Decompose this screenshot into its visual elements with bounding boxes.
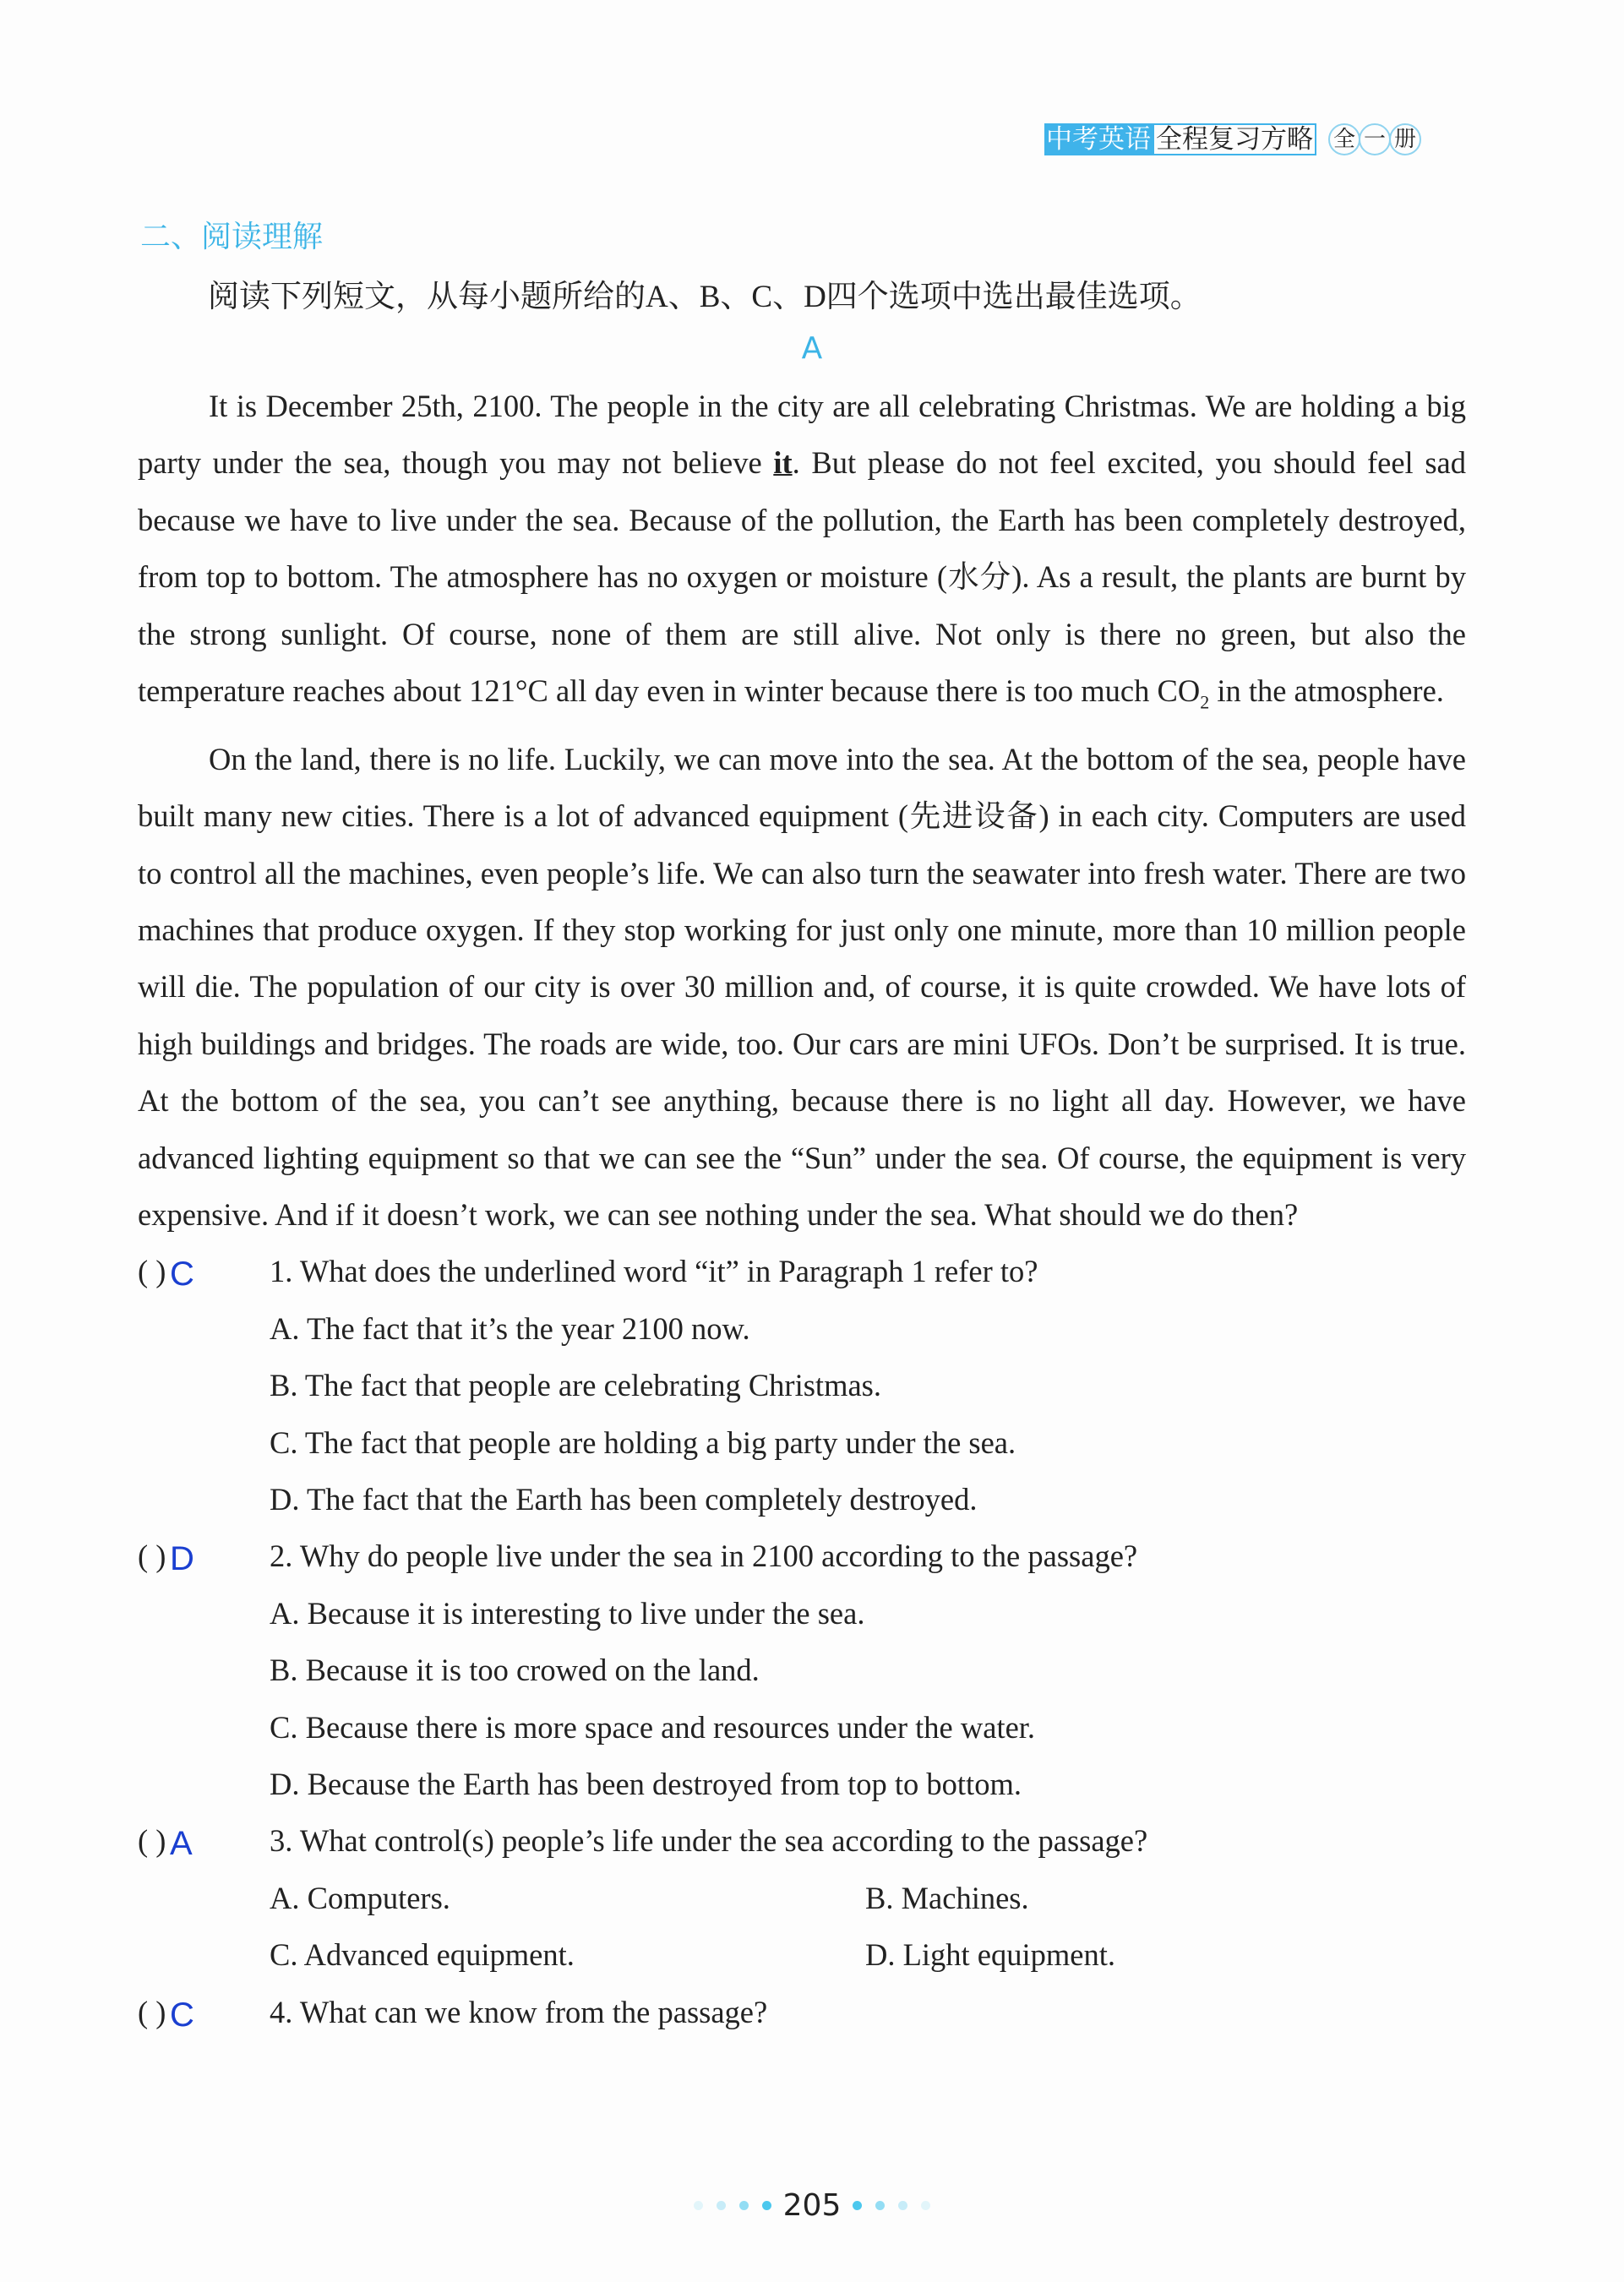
series-title: 全程复习方略 xyxy=(1153,123,1316,155)
dot-decoration xyxy=(875,2201,885,2210)
section-title: 二、阅读理解 xyxy=(140,220,324,254)
paragraph-1: It is December 25th, 2100. The people in the city are all celebrating Christmas. We are holding a big party under the sea, though you may not believe it. But please do not feel excited, you should feel sad because we have to live under the sea. Because of the pollution, the Earth has been completely destroyed, from top to bottom. The atmosphere has no oxygen or moisture (水分). As a result, the plants are burnt by the strong sunlight. Of course, none of them are still alive. Not only is there no green, but also the temperature reaches about 121°C all day even in winter because there is too much $CO_2$ in the atmosphere. xyxy=(138,389,1466,713)
passage-body xyxy=(138,378,1466,2040)
answer-mark: A xyxy=(170,1825,193,1863)
passage-label: A xyxy=(801,331,823,366)
dot-decoration xyxy=(898,2201,907,2210)
option: A. The fact that it’s the year 2100 now. xyxy=(270,1310,750,1346)
option: C. The fact that people are holding a big party under the sea. xyxy=(270,1424,1016,1460)
volume-char: 全 xyxy=(1328,123,1360,155)
instruction: 阅读下列短文，从每小题所给的A、B、C、D四个选项中选出最佳选项。 xyxy=(208,280,1202,314)
dot-decoration xyxy=(853,2201,862,2210)
question-4: ( ) C 4. What can we know from the passage? xyxy=(138,1984,1466,2040)
option: C. Because there is more space and resources under the water. xyxy=(270,1709,1036,1745)
volume-char: 册 xyxy=(1389,123,1421,155)
page-footer xyxy=(0,2188,1624,2223)
option: A. Because it is interesting to live under the sea. xyxy=(270,1595,865,1631)
question-3: ( ) A 3. What control(s) people’s life under the sea according to the passage? xyxy=(138,1812,1466,1869)
question-1: ( ) C 1. What does the underlined word “it” in Paragraph 1 refer to? xyxy=(138,1243,1466,1299)
option: A. Computers. xyxy=(270,1880,450,1915)
underlined-word: it xyxy=(773,445,793,481)
option: D. Light equipment. xyxy=(865,1937,1116,1973)
option: B. The fact that people are celebrating Christmas. xyxy=(270,1368,881,1403)
answer-mark: C xyxy=(170,1996,194,2034)
dot-decoration xyxy=(694,2201,703,2210)
option: C. Advanced equipment. xyxy=(270,1937,575,1973)
option: B. Machines. xyxy=(865,1880,1029,1915)
dot-decoration xyxy=(762,2201,771,2210)
dot-decoration xyxy=(921,2201,930,2210)
option: D. Because the Earth has been destroyed from top to bottom. xyxy=(270,1767,1022,1802)
dot-decoration xyxy=(739,2201,749,2210)
paragraph-2: On the land, there is no life. Luckily, we can move into the sea. At the bottom of the sea, people have built many new cities. There is a lot of advanced equipment (先进设备) in each city. Computers are used to control all the machines, even people’s life. We can also turn the seawater into fresh water. There are two machines that produce oxygen. If they stop working for just only one minute, more than 10 million people will die. The population of our city is over 30 million and, of course, it is quite crowded. We have lots of high buildings and bridges. The roads are wide, too. Our cars are mini UFOs. Don’t be surprised. It is true. At the bottom of the sea, you can’t see anything, because there is no light all day. However, we have advanced lighting equipment so that we can see the “Sun” under the sea. Of course, the equipment is very expensive. And if it doesn’t work, we can see nothing under the sea. What should we do then? xyxy=(138,741,1466,1232)
option: B. Because it is too crowed on the land. xyxy=(270,1653,760,1688)
answer-mark: D xyxy=(170,1540,194,1578)
series-blue: 中考英语 xyxy=(1046,124,1151,155)
option: D. The fact that the Earth has been completely destroyed. xyxy=(270,1482,978,1517)
volume-char: 一 xyxy=(1359,123,1391,155)
dot-decoration xyxy=(717,2201,726,2210)
page-number: 205 xyxy=(782,2188,842,2223)
question-2: ( ) D 2. Why do people live under the sea in 2100 according to the passage? xyxy=(138,1528,1466,1584)
answer-mark: C xyxy=(170,1255,194,1293)
book-header xyxy=(1044,123,1421,155)
